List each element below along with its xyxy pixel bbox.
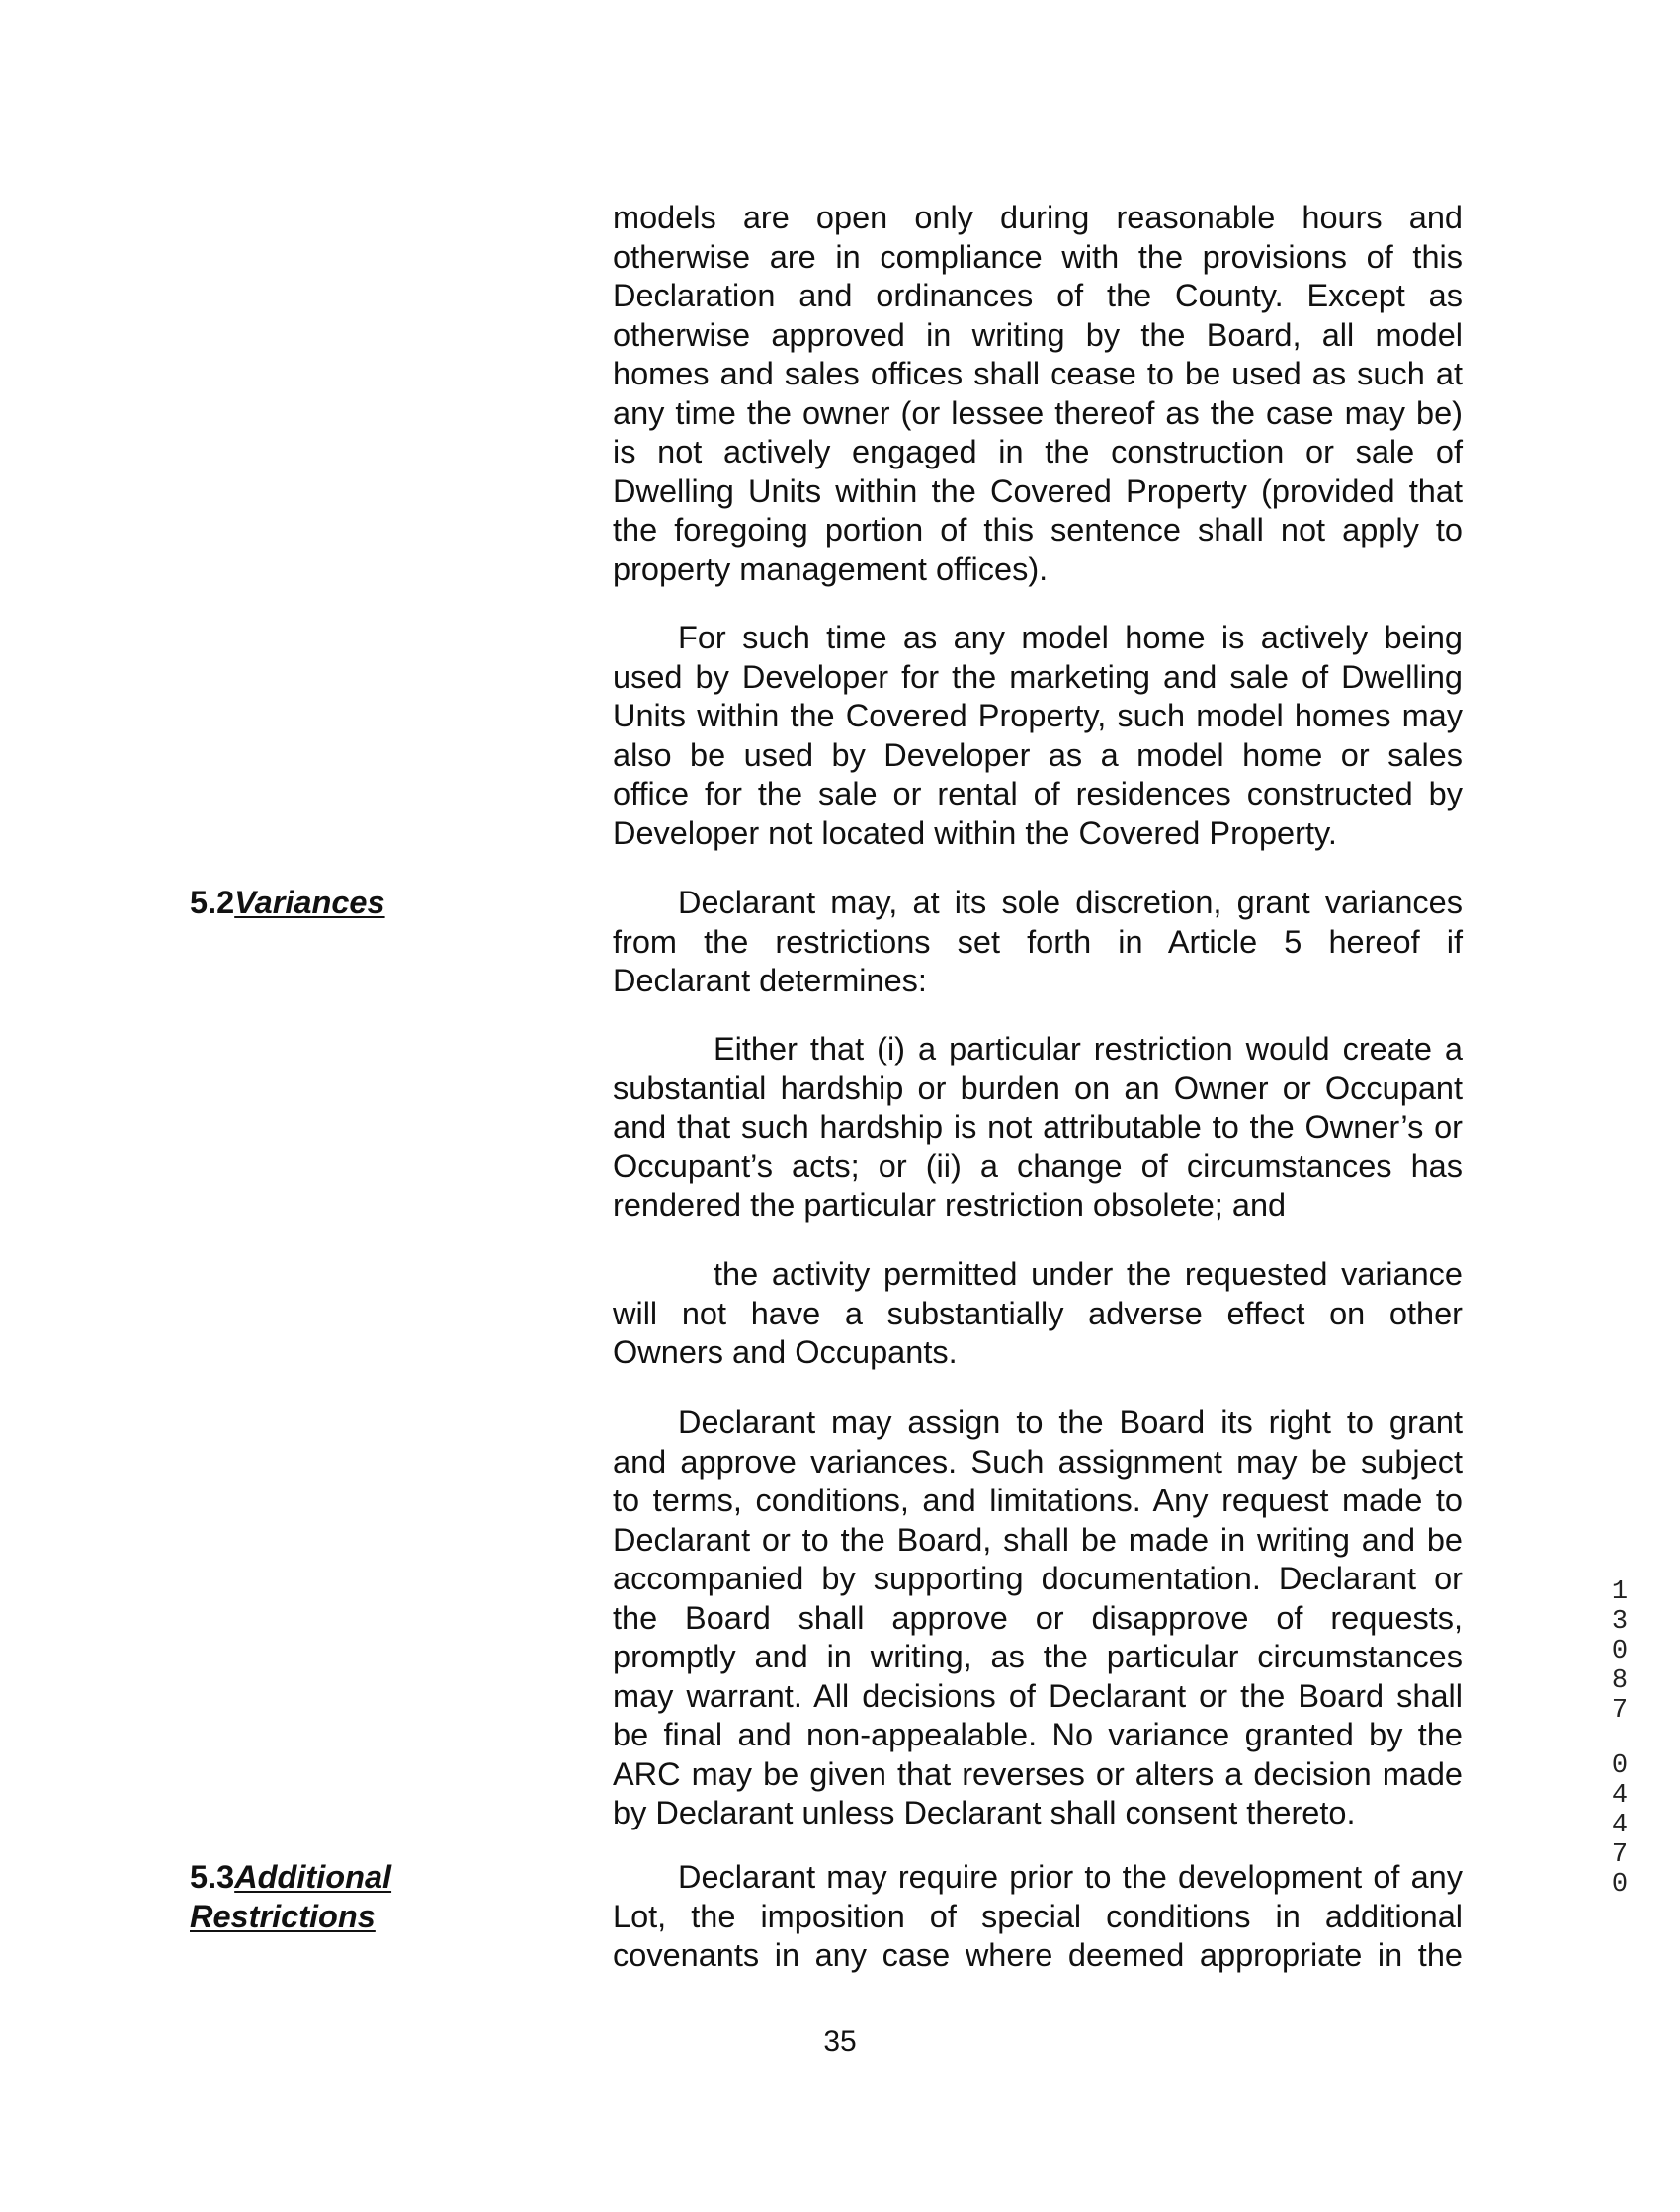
text-line: Declarant may, at its sole discretion, grant variances <box>678 885 1463 920</box>
text-line: the activity permitted under the requested variance <box>714 1256 1463 1292</box>
page-number: 35 <box>823 2025 857 2058</box>
paragraph-model-homes <box>613 199 1463 589</box>
text-line: substantial hardship or burden on an Owner or Occupant <box>613 1069 1463 1106</box>
text-line: Units within the Covered Property, such model homes may <box>613 698 1463 733</box>
text-line: homes and sales offices shall cease to be used as such at <box>613 356 1463 391</box>
stamp-digit: 0 <box>1611 1870 1629 1900</box>
text-line: Either that (i) a particular restriction would create a <box>714 1031 1463 1066</box>
text-line: is not actively engaged in the construction or sale of <box>613 434 1463 469</box>
stamp-digit: 0 <box>1611 1637 1629 1666</box>
text-line: be final and non-appealable. No variance granted by the <box>613 1717 1463 1752</box>
stamp-gap <box>1605 1726 1635 1751</box>
recording-stamp <box>1605 1577 1635 1900</box>
text-line: property management offices). <box>613 551 1049 587</box>
stamp-digit: 0 <box>1611 1751 1629 1781</box>
text-line: and that such hardship is not attributable to the Owner’s or <box>613 1109 1463 1145</box>
text-line: Owners and Occupants. <box>613 1334 958 1370</box>
paragraph-variances-either <box>613 1030 1463 1226</box>
text-line: accompanied by supporting documentation. Declarant or <box>613 1561 1463 1596</box>
text-line: Occupant’s acts; or (ii) a change of circumstances has <box>613 1148 1463 1184</box>
text-line: Declarant may assign to the Board its right to grant <box>678 1404 1463 1440</box>
stamp-digit: 3 <box>1611 1607 1629 1637</box>
text-line: Declarant may require prior to the development of any <box>678 1859 1463 1895</box>
section-title: Variances <box>234 885 385 920</box>
text-line: Developer not located within the Covered Property. <box>613 814 1337 851</box>
text-line: Lot, the imposition of special conditions in additional <box>613 1898 1463 1934</box>
text-line: by Declarant unless Declarant shall consent thereto. <box>613 1795 1356 1830</box>
section-heading-5-2 <box>190 884 385 923</box>
text-line: the Board shall approve or disapprove of requests, <box>613 1599 1463 1636</box>
text-line: models are open only during reasonable hours and <box>613 200 1463 235</box>
text-line: and approve variances. Such assignment may be subject <box>613 1443 1463 1480</box>
text-line: Declarant or to the Board, shall be made in writing and be <box>613 1521 1463 1558</box>
paragraph-developer-use <box>613 619 1463 853</box>
text-line: covenants in any case where deemed appropriate in the <box>613 1937 1463 1973</box>
text-line: will not have a substantially adverse effect on other <box>613 1295 1463 1331</box>
paragraph-variances-intro <box>613 884 1463 1001</box>
section-title-continued: Restrictions <box>190 1898 376 1934</box>
text-line: For such time as any model home is actively being <box>678 620 1463 655</box>
paragraph-variances-assign <box>613 1404 1463 1833</box>
section-title: Additional <box>234 1859 392 1895</box>
text-line: the foregoing portion of this sentence shall not apply to <box>613 512 1463 548</box>
text-line: otherwise approved in writing by the Board, all model <box>613 316 1463 353</box>
stamp-digit: 7 <box>1611 1696 1629 1726</box>
section-number: 5.3 <box>190 1859 235 1895</box>
paragraph-variances-activity <box>613 1255 1463 1373</box>
section-heading-5-3 <box>190 1858 391 1936</box>
text-line: promptly and in writing, as the particular circumstances <box>613 1639 1463 1674</box>
stamp-digit: 4 <box>1611 1811 1629 1840</box>
text-line: any time the owner (or lessee thereof as the case may be) <box>613 394 1463 431</box>
text-line: Declaration and ordinances of the County. Except as <box>613 278 1463 313</box>
stamp-digit: 8 <box>1611 1666 1629 1696</box>
stamp-digit: 7 <box>1611 1840 1629 1870</box>
text-line: otherwise are in compliance with the provisions of this <box>613 238 1463 275</box>
text-line: office for the sale or rental of residences constructed by <box>613 776 1463 811</box>
text-line: ARC may be given that reverses or alters a decision made <box>613 1755 1463 1792</box>
text-line: used by Developer for the marketing and sale of Dwelling <box>613 658 1463 695</box>
text-line: Declarant determines: <box>613 963 927 998</box>
text-line: rendered the particular restriction obsolete; and <box>613 1187 1287 1223</box>
stamp-digit: 4 <box>1611 1781 1629 1811</box>
stamp-digit: 1 <box>1611 1577 1629 1607</box>
text-line: also be used by Developer as a model home or sales <box>613 736 1463 773</box>
section-number: 5.2 <box>190 885 235 920</box>
text-line: from the restrictions set forth in Article 5 hereof if <box>613 923 1463 960</box>
text-line: may warrant. All decisions of Declarant or the Board shall <box>613 1677 1463 1714</box>
text-line: Dwelling Units within the Covered Property (provided that <box>613 472 1463 509</box>
text-line: to terms, conditions, and limitations. Any request made to <box>613 1483 1463 1518</box>
paragraph-additional-restrictions <box>613 1858 1463 1976</box>
